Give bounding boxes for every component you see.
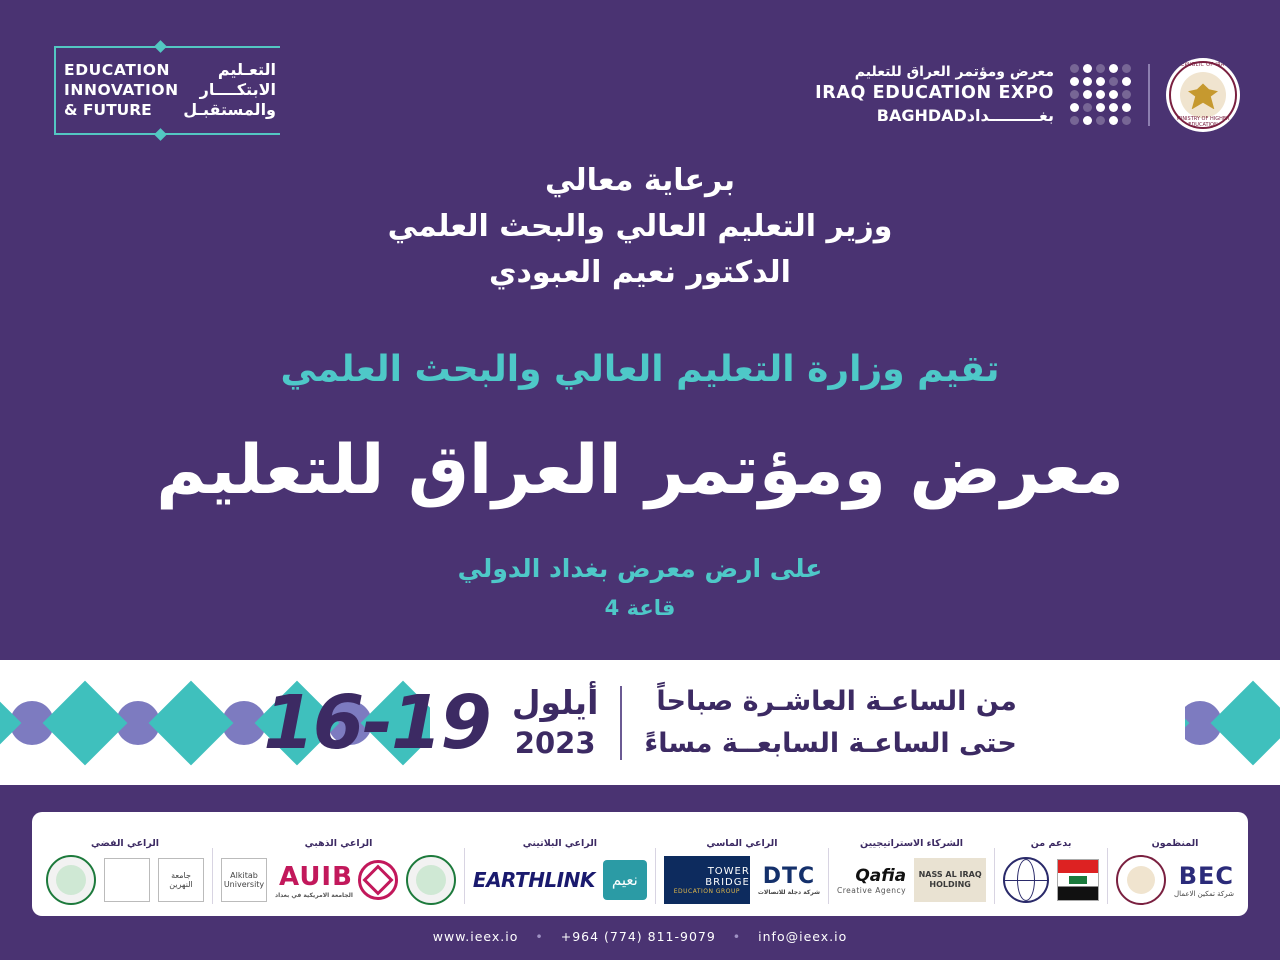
organizer-line: تقيم وزارة التعليم العالي والبحث العلمي: [280, 349, 1000, 390]
logo-en-line-1: EDUCATION: [64, 61, 171, 79]
hours-line-2: حتى الساعـة السابعــة مساءً: [644, 727, 1017, 759]
expo-city-line: [815, 105, 1054, 127]
ministry-seal-logo: [1116, 855, 1166, 905]
sponsor-group-platinum: [473, 812, 647, 908]
al-nahrain-university-logo: [158, 858, 204, 902]
logo-arabic-text: [183, 60, 276, 120]
sponsor-strip: [32, 812, 1248, 916]
bec-logo-text: BEC: [1178, 862, 1234, 890]
event-hours: [644, 681, 1016, 765]
sponsor-group-organizers: [1116, 812, 1234, 908]
nass-logo-sub: HOLDING: [929, 880, 971, 889]
globe-org-logo: [1003, 857, 1049, 903]
patron-line-1: برعاية معالي: [545, 163, 735, 198]
venue-line: على ارض معرض بغداد الدولي: [457, 554, 823, 583]
auib-mark-icon: [358, 860, 398, 900]
earthlink-logo-text: EARTHLINK: [472, 868, 595, 892]
hours-line-1: من الساعـة العاشـرة صباحاً: [656, 685, 1017, 717]
seal-top-text: REPUBLIC OF IRAQ: [1177, 62, 1229, 68]
auib-logo-text: AUIB: [279, 861, 353, 892]
auib-logo: [275, 856, 398, 904]
qafia-logo-text: Qafia: [855, 865, 907, 886]
logo-en-line-3: & FUTURE: [64, 101, 152, 119]
logo-ar-line-2: الابتكــــار: [199, 80, 276, 99]
university-logo-1: [46, 855, 96, 905]
logo-ar-line-3: والمستقبـل: [183, 100, 276, 119]
footer-email[interactable]: info@ieex.io: [758, 929, 848, 944]
tower-logo-text: TOWER BRIDGE: [705, 865, 750, 888]
iraq-flag-logo: [1057, 859, 1099, 901]
date-divider: [620, 686, 622, 760]
sponsor-caption: الراعي البلاتيني: [522, 838, 598, 849]
dtc-logo-sub: شركة دجلة للاتصالات: [757, 889, 820, 896]
event-days: 16-19: [263, 679, 490, 766]
expo-arabic-title: معرض ومؤتمر العراق للتعليم: [854, 64, 1054, 80]
footer-phone[interactable]: +964 (774) 811-9079: [560, 929, 716, 944]
footer-separator-1: •: [535, 929, 544, 944]
sponsor-caption: الراعي الفضي: [91, 838, 160, 849]
bec-logo: [1174, 856, 1234, 904]
expo-english-title: IRAQ EDUCATION EXPO: [815, 83, 1054, 103]
qafia-logo-sub: Creative Agency: [836, 885, 907, 895]
logo-ar-line-1: التعـليم: [217, 60, 276, 79]
sponsor-caption: بدعم من: [1030, 838, 1072, 849]
sponsor-group-gold: [221, 812, 456, 908]
iraq-education-expo-lockup: [815, 52, 1240, 138]
footer-separator-2: •: [732, 929, 742, 944]
sponsor-caption: الراعي الماسي: [706, 838, 778, 849]
event-year: 2023: [514, 725, 596, 760]
university-logo-2: [104, 858, 150, 902]
sponsor-separator: [1107, 848, 1108, 904]
naeem-logo: نعيم: [603, 860, 647, 900]
logo-frame-left-line: [54, 46, 56, 135]
expo-lockup-text: [815, 63, 1054, 127]
sponsor-caption: الراعي الذهبي: [304, 838, 373, 849]
diamond-icon-top: [154, 40, 167, 53]
sponsor-separator: [828, 848, 829, 904]
tower-bridge-logo: [664, 856, 750, 904]
nass-logo-text: NASS AL IRAQ: [918, 870, 982, 879]
nahrain-logo-text: جامعة النهرين: [169, 871, 193, 889]
patron-block: [0, 158, 1280, 296]
diamond-icon-bottom: [154, 128, 167, 141]
alkitab-logo-text: Alkitab University: [223, 871, 265, 889]
al-mustaqbal-university-logo: [406, 855, 456, 905]
event-month-year: [512, 683, 599, 763]
lockup-divider: [1148, 64, 1150, 126]
sponsor-group-strategic: [837, 812, 986, 908]
sponsor-separator: [212, 848, 213, 904]
tower-logo-sub: EDUCATION GROUP: [673, 887, 740, 895]
sponsor-separator: [994, 848, 995, 904]
date-band-content: [0, 660, 1280, 785]
sponsor-separator: [655, 848, 656, 904]
auib-logo-sub: الجامعة الامريكية في بغداد: [275, 891, 353, 899]
expo-city-en: BAGHDAD: [876, 106, 967, 125]
dtc-logo: [758, 856, 820, 904]
dot-grid-icon: [1070, 64, 1132, 126]
dtc-logo-text: DTC: [762, 864, 816, 889]
ministry-seal-icon: [1166, 58, 1240, 132]
footer-website[interactable]: www.ieex.io: [432, 929, 519, 944]
logo-en-line-2: INNOVATION: [64, 81, 179, 99]
earthlink-logo: [473, 856, 595, 904]
nass-al-iraq-logo: [914, 858, 986, 902]
sponsor-group-diamond: [664, 812, 820, 908]
patron-line-2: وزير التعليم العالي والبحث العلمي: [387, 209, 893, 244]
footer-contact: [0, 929, 1280, 944]
sponsor-group-silver: [46, 812, 204, 908]
date-band: [0, 660, 1280, 785]
expo-city-ar: بغـــــــــداد: [966, 106, 1054, 125]
sponsor-caption: الشركاء الاستراتيجيين: [860, 838, 964, 849]
page-title: معرض ومؤتمر العراق للتعليم: [156, 431, 1124, 510]
logo-english-text: [64, 60, 179, 120]
qafia-logo: [837, 856, 906, 904]
sponsor-caption: المنظمون: [1151, 838, 1199, 849]
sponsor-group-support: [1003, 812, 1099, 908]
alkitab-university-logo: [221, 858, 267, 902]
sponsor-separator: [464, 848, 465, 904]
bec-logo-sub: شركة تمكين الاعمال: [1174, 890, 1234, 898]
seal-bottom-text: MINISTRY OF HIGHER EDUCATION: [1176, 116, 1230, 128]
event-month: أيلول: [511, 682, 599, 722]
patron-line-3: الدكتور نعيم العبودي: [489, 255, 791, 290]
education-innovation-future-logo: [40, 38, 280, 143]
hall-line: قاعة 4: [604, 596, 676, 620]
